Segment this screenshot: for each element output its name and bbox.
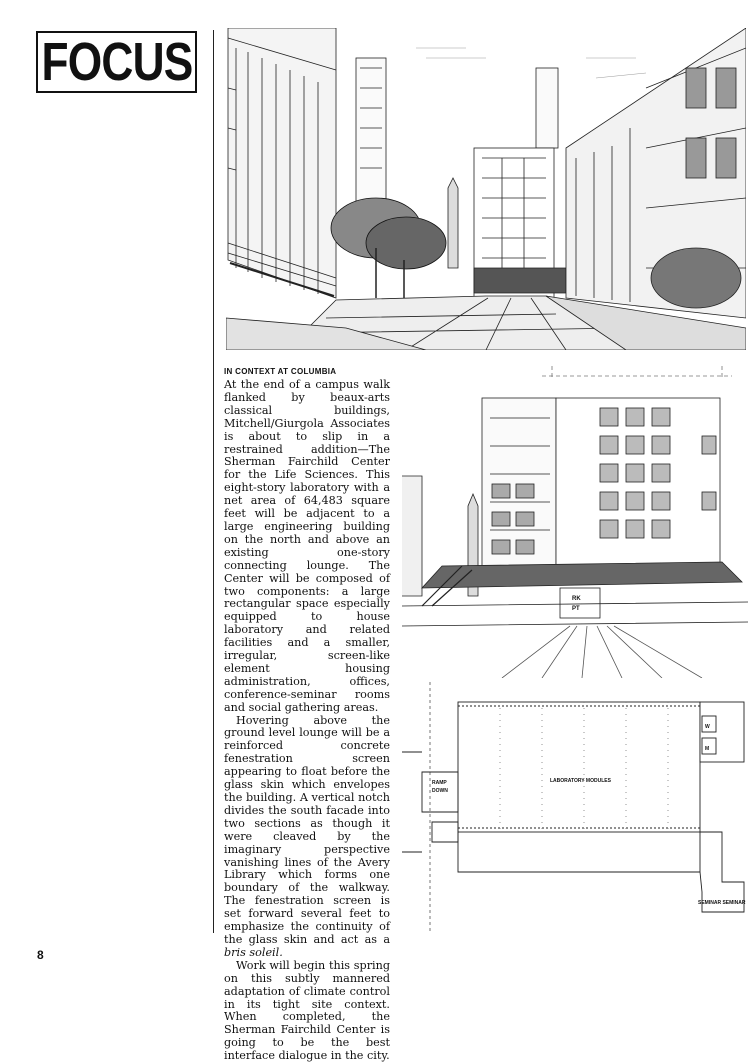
article-paragraph-2-text: Hovering above the ground level lounge will be a reinforced concrete fenestration screen appearing to float before the glass skin which envelopes the building. A vertical notch divides the south facade into two sections as though it were cleaved by the imaginary perspective vanishing lines of the Avery Library which forms one boundary of the walkway. The fenestration screen is set forward several feet to emphasize the continuity of the glass skin and act as a	[224, 713, 390, 946]
plan-label-ramp-2: DOWN	[432, 788, 448, 794]
article-paragraph-3: Work will begin this spring on this subtly mannered adaptation of climate control in its tight site context. When completed, the Sherman Fairchild Center is going to be the best interface dialogue in the city.	[224, 958, 390, 1063]
plan-label-seminar: SEMINAR SEMINAR	[698, 900, 746, 906]
plan-label-ramp-1: RAMP	[432, 780, 447, 786]
entrance-sign-line-2: PT	[572, 606, 580, 612]
plan-label-lab-modules: LABORATORY MODULES	[550, 778, 611, 784]
plan-label-w: W	[705, 724, 710, 730]
campus-walk-perspective-sketch	[226, 28, 746, 350]
page-number: 8	[37, 948, 44, 962]
entrance-sign-line-1: RK	[572, 596, 581, 602]
masthead-title: FOCUS	[41, 32, 192, 92]
focus-masthead	[36, 31, 197, 93]
plan-label-m: M	[705, 746, 710, 752]
entrance-facade-perspective-sketch	[402, 366, 748, 678]
article-column	[224, 366, 390, 1063]
ground-floor-plan-drawing	[402, 682, 748, 932]
article-paragraph-1: At the end of a campus walk flanked by beaux-arts classical buildings, Mitchell/Giurgola Associates is about to slip in a restrained addition—The Sherman Fairchild Center for the Life Sciences. This eight-story laboratory with a net area of 64,483 square feet will be adjacent to a large engineering building on the north and above an existing one-story connecting lounge. The Center will be composed of two components: a large rectangular space especially equipped to house laboratory and related facilities and a smaller, irregular, screen-like element housing administration, offices, conference-seminar rooms and social gathering areas.	[224, 378, 390, 714]
article-headline: IN CONTEXT AT COLUMBIA	[224, 367, 337, 376]
italic-term: bris soleil.	[224, 945, 283, 959]
article-paragraph-2	[224, 715, 390, 960]
column-divider	[213, 30, 214, 933]
